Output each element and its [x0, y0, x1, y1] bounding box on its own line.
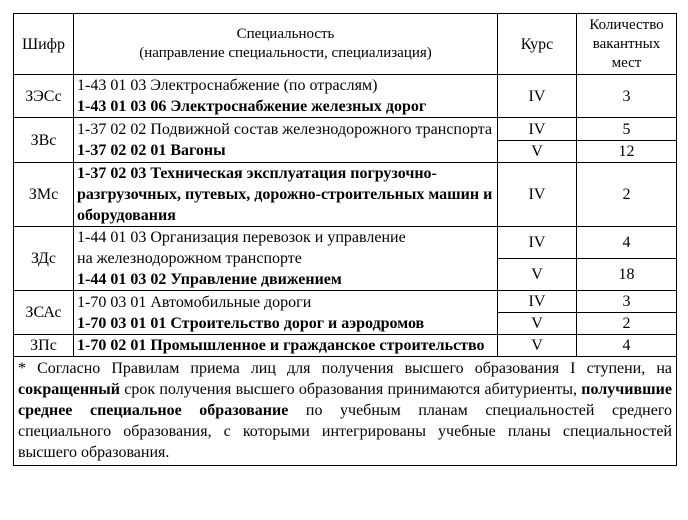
footnote-emphasis-2: получившие среднее специальное образование: [18, 381, 672, 419]
row-course: V: [498, 313, 577, 335]
header-seats: Количество вакантных мест: [577, 14, 677, 75]
table-header-row: [14, 14, 677, 75]
specialization-name: 1-70 03 01 01 Строительство дорог и аэродромов: [77, 314, 425, 332]
header-code: Шифр: [14, 14, 74, 75]
row-course: IV: [498, 227, 577, 259]
row-seats: 3: [577, 75, 677, 118]
table-row: [14, 75, 677, 118]
row-specialty: [74, 291, 498, 335]
specialty-name: 1-70 03 01 Автомобильные дороги: [77, 293, 312, 311]
row-code: ЗВс: [14, 118, 74, 163]
row-course: IV: [498, 118, 577, 141]
row-seats: 2: [577, 163, 677, 227]
footnote-text-3: по учебным планам специальностей среднего специального образования, с которыми интегрированы учебные планы специальностей высшего образования.: [18, 402, 672, 461]
footnote-emphasis-1: сокращенный: [18, 381, 120, 398]
row-course: IV: [498, 163, 577, 227]
footnote-text-1: * Согласно Правилам приема лиц для получения высшего образования I ступени, на: [18, 360, 672, 377]
header-course: Курс: [498, 14, 577, 75]
specialty-name-line2: на железнодорожном транспорте: [77, 250, 302, 267]
specialty-name-line1: 1-44 01 03 Организация перевозок и управление: [77, 229, 406, 246]
row-code: ЗМс: [14, 163, 74, 227]
row-specialty: [74, 118, 498, 163]
specialization-name: 1-43 01 03 06 Электроснабжение железных дорог: [77, 98, 427, 115]
row-seats: 4: [577, 227, 677, 259]
row-seats: 3: [577, 291, 677, 313]
row-course: V: [498, 335, 577, 357]
footnote: [14, 357, 677, 466]
row-seats: 18: [577, 259, 677, 291]
footnote-row: [14, 357, 677, 466]
specialty-name: 1-37 02 02 Подвижной состав железнодорожного транспорта: [77, 121, 493, 138]
specialization-name: 1-44 01 03 02 Управление движением: [77, 271, 342, 288]
specialization-name: 1-70 02 01 Промышленное и гражданское строительство: [77, 337, 485, 354]
header-specialty-subtitle: (направление специальности, специализация): [139, 45, 432, 61]
header-specialty-title: Специальность: [236, 26, 335, 42]
row-course: V: [498, 141, 577, 163]
row-code: ЗПс: [14, 335, 74, 357]
row-seats: 5: [577, 118, 677, 141]
row-specialty: [74, 163, 498, 227]
row-seats: 12: [577, 141, 677, 163]
specialization-name: 1-37 02 02 01 Вагоны: [77, 142, 226, 159]
specialization-name: 1-37 02 03 Техническая эксплуатация погрузочно-разгрузочных, путевых, дорожно-строительных машин и оборудования: [77, 165, 493, 224]
table-row: [14, 163, 677, 227]
table-row: [14, 335, 677, 357]
row-specialty: [74, 335, 498, 357]
row-code: ЗЭСс: [14, 75, 74, 118]
row-code: ЗСАс: [14, 291, 74, 335]
row-seats: 2: [577, 313, 677, 335]
header-specialty: [74, 14, 498, 75]
row-specialty: [74, 227, 498, 291]
footnote-text-2: срок получения высшего образования принимаются абитуриенты,: [119, 381, 582, 398]
table-row: [14, 291, 677, 313]
row-code: ЗДс: [14, 227, 74, 291]
table-row: [14, 118, 677, 141]
row-course: IV: [498, 75, 577, 118]
row-course: IV: [498, 291, 577, 313]
table-row: [14, 227, 677, 259]
row-seats: 4: [577, 335, 677, 357]
row-course: V: [498, 259, 577, 291]
specialty-name: 1-43 01 03 Электроснабжение (по отраслям): [77, 77, 378, 94]
vacancies-table: [13, 13, 677, 466]
row-specialty: [74, 75, 498, 118]
